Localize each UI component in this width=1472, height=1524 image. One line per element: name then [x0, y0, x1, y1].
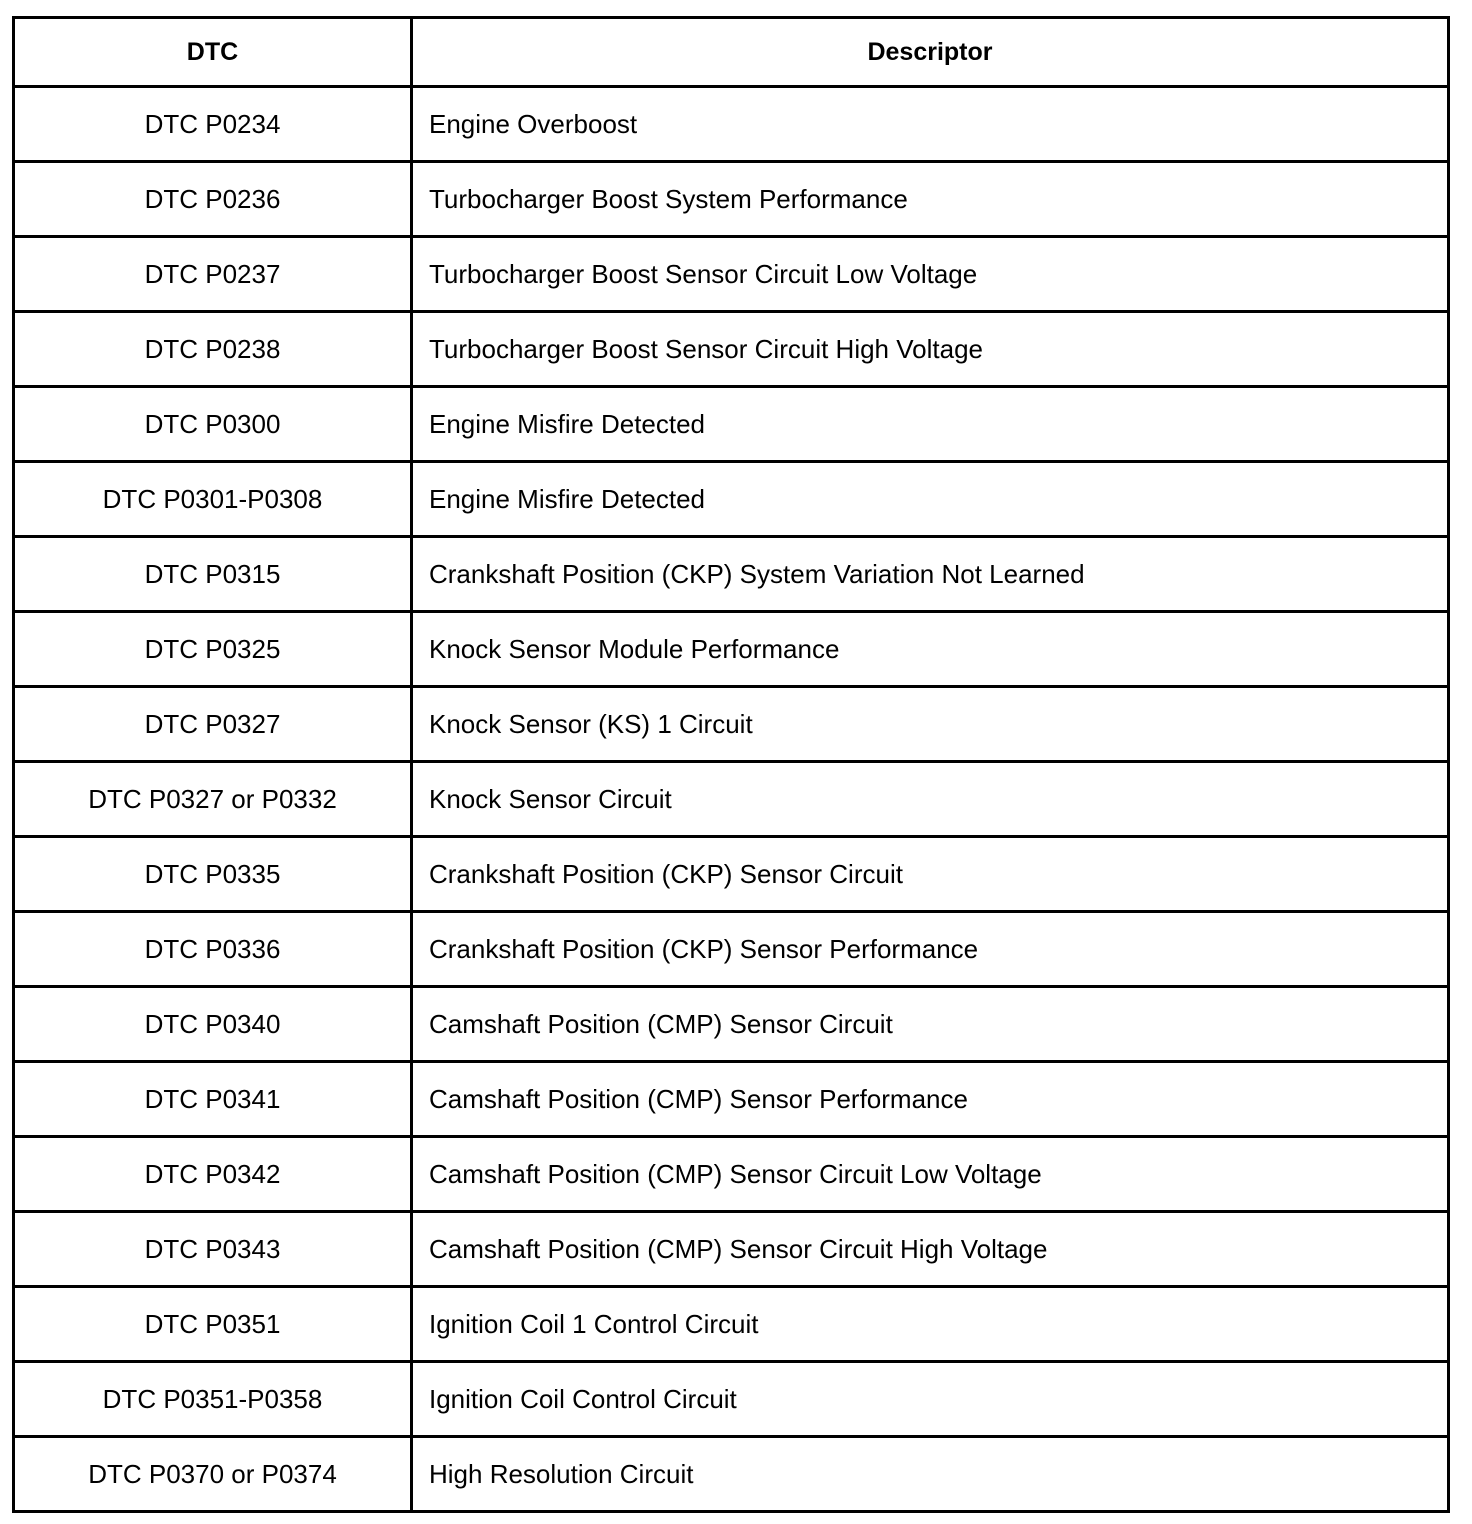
- table-row: [14, 1437, 1449, 1512]
- table-row: [14, 1287, 1449, 1362]
- dtc-code-cell: DTC P0370 or P0374: [14, 1437, 412, 1512]
- table-row: [14, 537, 1449, 612]
- dtc-descriptor-cell: Camshaft Position (CMP) Sensor Performance: [412, 1062, 1449, 1137]
- dtc-code-cell: DTC P0238: [14, 312, 412, 387]
- dtc-code-cell: DTC P0336: [14, 912, 412, 987]
- dtc-code-cell: DTC P0315: [14, 537, 412, 612]
- header-descriptor: Descriptor: [412, 18, 1449, 87]
- dtc-descriptor-cell: Camshaft Position (CMP) Sensor Circuit: [412, 987, 1449, 1062]
- dtc-code-cell: DTC P0343: [14, 1212, 412, 1287]
- table-row: [14, 312, 1449, 387]
- dtc-code-cell: DTC P0301-P0308: [14, 462, 412, 537]
- table-row: [14, 87, 1449, 162]
- dtc-descriptor-cell: Ignition Coil Control Circuit: [412, 1362, 1449, 1437]
- dtc-code-cell: DTC P0300: [14, 387, 412, 462]
- dtc-descriptor-cell: Turbocharger Boost Sensor Circuit High Voltage: [412, 312, 1449, 387]
- table-row: [14, 162, 1449, 237]
- table-row: [14, 837, 1449, 912]
- table-row: [14, 1362, 1449, 1437]
- dtc-code-cell: DTC P0327: [14, 687, 412, 762]
- dtc-descriptor-cell: Knock Sensor Module Performance: [412, 612, 1449, 687]
- table-row: [14, 387, 1449, 462]
- table-row: [14, 1137, 1449, 1212]
- dtc-code-cell: DTC P0351-P0358: [14, 1362, 412, 1437]
- dtc-code-cell: DTC P0236: [14, 162, 412, 237]
- table-row: [14, 687, 1449, 762]
- dtc-descriptor-cell: Ignition Coil 1 Control Circuit: [412, 1287, 1449, 1362]
- dtc-descriptor-cell: Engine Misfire Detected: [412, 462, 1449, 537]
- dtc-descriptor-cell: Camshaft Position (CMP) Sensor Circuit High Voltage: [412, 1212, 1449, 1287]
- dtc-descriptor-cell: Turbocharger Boost System Performance: [412, 162, 1449, 237]
- table-row: [14, 612, 1449, 687]
- header-dtc: DTC: [14, 18, 412, 87]
- dtc-code-cell: DTC P0335: [14, 837, 412, 912]
- dtc-descriptor-cell: Engine Misfire Detected: [412, 387, 1449, 462]
- dtc-descriptor-cell: Crankshaft Position (CKP) Sensor Performance: [412, 912, 1449, 987]
- dtc-code-cell: DTC P0325: [14, 612, 412, 687]
- table-row: [14, 462, 1449, 537]
- dtc-code-cell: DTC P0340: [14, 987, 412, 1062]
- dtc-table: [12, 16, 1450, 1513]
- table-row: [14, 1212, 1449, 1287]
- table-row: [14, 237, 1449, 312]
- table-row: [14, 912, 1449, 987]
- dtc-descriptor-cell: Crankshaft Position (CKP) Sensor Circuit: [412, 837, 1449, 912]
- dtc-descriptor-cell: Camshaft Position (CMP) Sensor Circuit Low Voltage: [412, 1137, 1449, 1212]
- dtc-code-cell: DTC P0341: [14, 1062, 412, 1137]
- header-row: [14, 18, 1449, 87]
- dtc-descriptor-cell: Knock Sensor (KS) 1 Circuit: [412, 687, 1449, 762]
- dtc-descriptor-cell: Engine Overboost: [412, 87, 1449, 162]
- table-header: [14, 18, 1449, 87]
- table-row: [14, 1062, 1449, 1137]
- dtc-code-cell: DTC P0234: [14, 87, 412, 162]
- dtc-descriptor-cell: Crankshaft Position (CKP) System Variation Not Learned: [412, 537, 1449, 612]
- dtc-code-cell: DTC P0327 or P0332: [14, 762, 412, 837]
- dtc-descriptor-cell: Turbocharger Boost Sensor Circuit Low Voltage: [412, 237, 1449, 312]
- dtc-code-cell: DTC P0351: [14, 1287, 412, 1362]
- table-body: [14, 87, 1449, 1512]
- dtc-descriptor-cell: High Resolution Circuit: [412, 1437, 1449, 1512]
- table-row: [14, 762, 1449, 837]
- dtc-descriptor-cell: Knock Sensor Circuit: [412, 762, 1449, 837]
- dtc-code-cell: DTC P0237: [14, 237, 412, 312]
- table-row: [14, 987, 1449, 1062]
- dtc-code-cell: DTC P0342: [14, 1137, 412, 1212]
